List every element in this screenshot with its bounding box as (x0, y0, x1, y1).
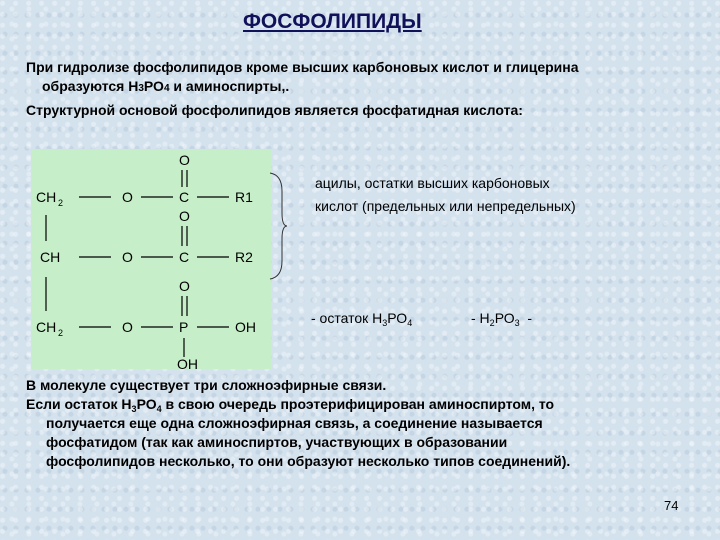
formula-c-2: C (179, 249, 190, 265)
h2po3-label: - $Н_2РО_3$ - (471, 310, 533, 328)
bottom-line-4: фосфатидом (так как аминоспиртов, участвующих в образовании (46, 434, 508, 450)
formula-oh-right: OH (235, 319, 256, 335)
bottom-line-1: В молекуле существует три сложноэфирные связи. (26, 377, 387, 393)
formula-o-top-3: O (179, 278, 190, 294)
formula-ch2-3: CH (36, 319, 57, 335)
intro-line-2: образуются Н3РО4 и аминоспирты,. (42, 78, 290, 94)
intro-line-3: Структурной основой фосфолипидов является фосфатидная кислота: (26, 102, 523, 118)
formula-oh-bottom: OH (177, 356, 198, 369)
formula-o-3: O (122, 319, 133, 335)
svg-text:2: 2 (58, 328, 64, 338)
formula-ch: CH (40, 249, 61, 265)
page-number: 74 (664, 498, 679, 513)
bottom-line-3: получается еще одна сложноэфирная связь, а соединение называется (46, 415, 543, 431)
formula-o-1: O (122, 189, 133, 205)
bottom-line-5: фосфолипидов несколько, то они образуют несколько типов соединений). (46, 453, 571, 469)
formula-ch2-1: CH (36, 189, 57, 205)
phosphatidic-acid-formula (31, 149, 271, 369)
slide-title: ФОСФОЛИПИДЫ (243, 10, 422, 33)
formula-r1: R1 (235, 189, 253, 205)
formula-p: P (179, 319, 189, 335)
acyl-brace (268, 171, 288, 281)
formula-r2: R2 (235, 249, 253, 265)
formula-o-2: O (122, 249, 133, 265)
formula-o-top-1: O (179, 152, 190, 168)
formula-c-1: C (179, 189, 190, 205)
formula-o-top-2: O (179, 208, 190, 224)
bottom-line-2: Если остаток $Н_3РО_4$ в свою очередь проэтерифицирован аминоспиртом, то (26, 396, 555, 414)
bottom-text (26, 376, 570, 471)
intro-line-1: При гидролизе фосфолипидов кроме высших карбоновых кислот и глицерина (26, 59, 579, 75)
phosphoric-residue-label: - остаток $Н_3РО_4$ (311, 310, 413, 328)
svg-text:2: 2 (58, 198, 64, 208)
acyl-description: ацилы, остатки высших карбоновых кислот (предельных или непредельных) (315, 175, 576, 214)
